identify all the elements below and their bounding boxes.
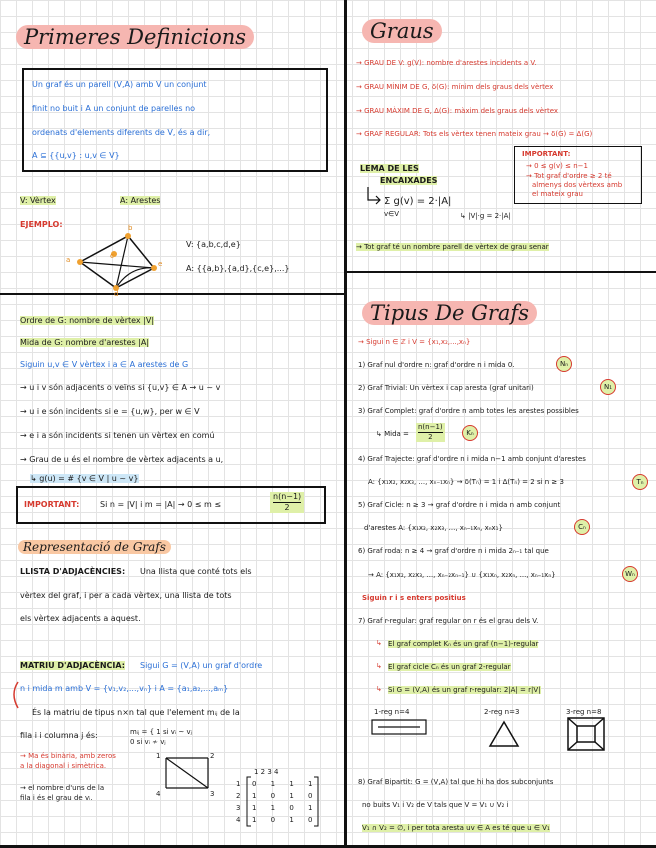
grau-formula: ↳ g(u) = # {v ∈ V | u ~ v}: [30, 474, 139, 483]
complet-mida: ↳ Mida =: [376, 430, 409, 438]
regular-arrow-2: ↳: [376, 662, 382, 670]
important-2-line-2: → Tot graf d'ordre ≥ 2 té: [526, 172, 612, 180]
matriu-text-1: Sigui G = (V,A) un graf d'ordre: [140, 661, 263, 670]
matrix-row: 2 1 0 1 0: [236, 792, 319, 800]
lema-regular: ↳ |V|·g = 2·|A|: [460, 212, 511, 220]
lema-title-1: LEMA DE LES: [360, 164, 419, 173]
center-divider: [344, 0, 347, 848]
lema-title-2: ENCAIXADES: [380, 176, 438, 185]
tag-trivial: N₁: [600, 379, 616, 395]
llista-label: LLISTA D'ADJACÈNCIES:: [20, 567, 126, 576]
def-line-4: A ⊆ {{u,v} : u,v ∈ V}: [32, 151, 120, 160]
tag-trajecte: Tₙ: [632, 474, 648, 490]
trajecte-arestes: A: {x₁x₂, x₂x₃, ..., xₙ₋₁xₙ} → δ(Tₙ) = 1 i Δ(Tₙ) = 2 si n ≥ 3: [368, 478, 564, 486]
grau-maxim-line: → GRAU MÀXIM DE G, Δ(G): màxim dels graus dels vèrtex: [356, 107, 559, 115]
regular-arrow-1: ↳: [376, 639, 382, 647]
graph-node-3: 3: [210, 790, 215, 798]
bipartit-line-3: V₁ ∩ V₂ = ∅, i per tota aresta uv ∈ A es té que u ∈ V₁: [362, 824, 550, 832]
matrix-col-headers: 1 2 3 4: [254, 768, 279, 776]
def-line-1: Un graf és un parell (V,A) amb V un conjunt: [32, 80, 207, 89]
matriu-text-3: És la matriu de tipus n×n tal que l'element mᵢⱼ de la: [32, 708, 240, 717]
node-label-a: a: [66, 256, 71, 264]
reg2-label: 2-reg n=3: [484, 708, 520, 716]
node-label-b: b: [128, 224, 133, 232]
siguin-line: Siguin u,v ∈ V vèrtex i a ∈ A arestes de G: [20, 360, 189, 369]
reg2-graph: [488, 720, 520, 748]
lema-under: v∈V: [384, 210, 400, 218]
grau-line: → Grau de u és el nombre de vèrtex adjacents a u,: [20, 455, 224, 464]
graf-cicle-line: 5) Graf Cicle: n ≥ 3 → graf d'ordre n i mida n amb conjunt: [358, 501, 561, 509]
roda-arestes: → A: {x₁x₂, x₂x₃, ..., xₙ₋₂xₙ₋₁} ∪ {x₁xₙ, x₂xₙ, ..., xₙ₋₁xₙ}: [368, 571, 556, 579]
tipus-title: Tipus De Grafs: [362, 300, 537, 326]
arestes-label: A: Arestes: [120, 196, 161, 205]
regular-arrow-3: ↳: [376, 685, 382, 693]
complet-fraction: [416, 423, 445, 442]
matrix-row: 4 1 0 1 0: [236, 816, 319, 824]
reg3-label: 3-reg n=8: [566, 708, 602, 716]
graf-roda-line: 6) Graf roda: n ≥ 4 → graf d'ordre n i mida 2ₙ₋₁ tal que: [358, 547, 549, 555]
matriu-label: MATRIU D'ADJACÈNCIA:: [20, 661, 125, 670]
graph-node-4: 4: [156, 790, 161, 798]
important-2-label: IMPORTANT:: [522, 150, 571, 158]
graf-bipartit-line: 8) Graf Bipartit: G = (V,A) tal que hi ha dos subconjunts: [358, 778, 554, 786]
cicle-arestes: d'arestes A: {x₁x₂, x₂x₃, ..., xₙ₋₁xₙ, xₙx₁}: [364, 524, 503, 532]
left-divider-1: [0, 293, 344, 295]
right-divider-1: [347, 271, 656, 273]
node-label-d: d: [114, 290, 119, 298]
def-line-3: ordenats d'elements diferents de V, és a dir,: [32, 128, 211, 137]
graus-title: Graus: [362, 18, 442, 44]
regular-complet: El graf complet Kₙ és un graf (n−1)-regular: [388, 640, 539, 648]
incident-line-1: → u i e són incidents si e = {u,w}, per w ∈ V: [20, 407, 200, 416]
siguin-r-s: Siguin r i s enters positius: [362, 594, 466, 602]
reg1-label: 1-reg n=4: [374, 708, 410, 716]
mij-def-2: 0 si vᵢ ≁ vⱼ: [130, 738, 166, 746]
example-vertex-set: V: {a,b,c,d,e}: [186, 240, 241, 249]
frac-denominator: 2: [284, 503, 290, 512]
node-label-c: c: [110, 252, 114, 260]
incident-line-2: → e i a són incidents si tenen un vèrtex en comú: [20, 431, 215, 440]
llista-text-2: vèrtex del graf, i per a cada vèrtex, una llista de tots: [20, 591, 232, 600]
matrix-brackets: [246, 776, 320, 828]
tipus-sigui: → Sigui n ∈ ℤ i V = {x₁,x₂,...,xₙ}: [358, 338, 471, 346]
example-edge-set: A: {{a,b},{a,d},{c,e},...}: [186, 264, 290, 273]
page-title-primeres: Primeres Definicions: [16, 24, 254, 50]
regular-formula: Si G = (V,A) és un graf r-regular: 2|A| = r|V|: [388, 686, 541, 694]
tag-nul: Nₙ: [556, 356, 572, 372]
graph-node-1: 1: [156, 752, 161, 760]
graf-nul-line: 1) Graf nul d'ordre n: graf d'ordre n i mida 0.: [358, 361, 515, 369]
node-label-e: e: [158, 260, 163, 268]
parell-line: → Tot graf té un nombre parell de vèrtex de grau senar: [356, 243, 549, 251]
matriu-text-4: fila i i columna j és:: [20, 731, 98, 740]
graf-trajecte-line: 4) Graf Trajecte: graf d'ordre n i mida n−1 amb conjunt d'arestes: [358, 455, 586, 463]
important-2-line-4: el mateix grau: [532, 190, 583, 198]
graf-r-regular-line: 7) Graf r-regular: graf regular on r és el grau dels V.: [358, 617, 539, 625]
lema-arrow: [364, 186, 384, 206]
example-graph: [70, 226, 170, 296]
important-2-line-1: → 0 ≤ g(v) ≤ n−1: [526, 162, 588, 170]
llista-text-1: Una llista que conté tots els: [140, 567, 252, 576]
vertex-label: V: Vèrtex: [20, 196, 56, 205]
tag-cicle: Cₙ: [574, 519, 590, 535]
complet-frac-den: 2: [428, 433, 433, 441]
tag-roda: Wₙ: [622, 566, 638, 582]
important-label: IMPORTANT:: [24, 500, 80, 509]
important-text: Si n = |V| i m = |A| → 0 ≤ m ≤: [100, 500, 222, 509]
frac-numerator: n(n−1): [273, 492, 302, 501]
ejemplo-label: EJEMPLO:: [20, 220, 63, 229]
mij-def-1: mᵢⱼ = { 1 si vᵢ ~ vⱼ: [130, 728, 192, 736]
def-line-2: finit no buit i A un conjunt de parelles no: [32, 104, 196, 113]
note-ones-1: → el nombre d'uns de la: [20, 784, 105, 792]
mida-line: Mida de G: nombre d'arestes |A|: [20, 338, 150, 347]
graf-regular-line: → GRAF REGULAR: Tots els vèrtex tenen mateix grau → δ(G) = Δ(G): [356, 130, 593, 138]
important-2-line-3: almenys dos vèrtexs amb: [532, 181, 623, 189]
important-fraction: [270, 492, 304, 513]
note-ones-2: fila i és el grau de vᵢ.: [20, 794, 93, 802]
graf-trivial-line: 2) Graf Trivial: Un vèrtex i cap aresta (graf unitari): [358, 384, 534, 392]
matriu-text-2: n i mida m amb V = {v₁,v₂,...,vₙ} i A = {a₁,a₂,...,aₘ}: [20, 684, 229, 693]
graph-node-2: 2: [210, 752, 215, 760]
red-bracket: [10, 680, 20, 710]
complet-frac-num: n(n−1): [418, 423, 443, 431]
bipartit-line-2: no buits V₁ i V₂ de V tals que V = V₁ ∪ V₂ i: [362, 801, 509, 809]
graf-complet-line: 3) Graf Complet: graf d'ordre n amb totes les arestes possibles: [358, 407, 579, 415]
representacio-title: Representació de Grafs: [18, 539, 171, 555]
tag-complet: Kₙ: [462, 425, 478, 441]
adjacent-line: → u i v són adjacents o veïns si {u,v} ∈ A → u ~ v: [20, 383, 221, 392]
regular-cicle: El graf cicle Cₙ és un graf 2-regular: [388, 663, 511, 671]
reg3-graph: [566, 716, 606, 752]
matrix-example-graph: [160, 752, 216, 796]
matrix-row: 3 1 1 0 1: [236, 804, 319, 812]
reg1-graph: [370, 718, 430, 738]
llista-text-3: els vèrtex adjacents a aquest.: [20, 614, 141, 623]
note-binary-1: → Ma és binària, amb zeros: [20, 752, 116, 760]
lema-sum: Σ g(v) = 2·|A|: [384, 196, 452, 207]
grau-v-line: → GRAU DE V: g(V): nombre d'arestes incidents a V.: [356, 59, 537, 67]
note-binary-2: a la diagonal i simètrica.: [20, 762, 107, 770]
matrix-row: 1 0 1 1 1: [236, 780, 319, 788]
grau-minim-line: → GRAU MÍNIM DE G, δ(G): mínim dels graus dels vèrtex: [356, 83, 554, 91]
ordre-line: Ordre de G: nombre de vèrtex |V|: [20, 316, 155, 325]
